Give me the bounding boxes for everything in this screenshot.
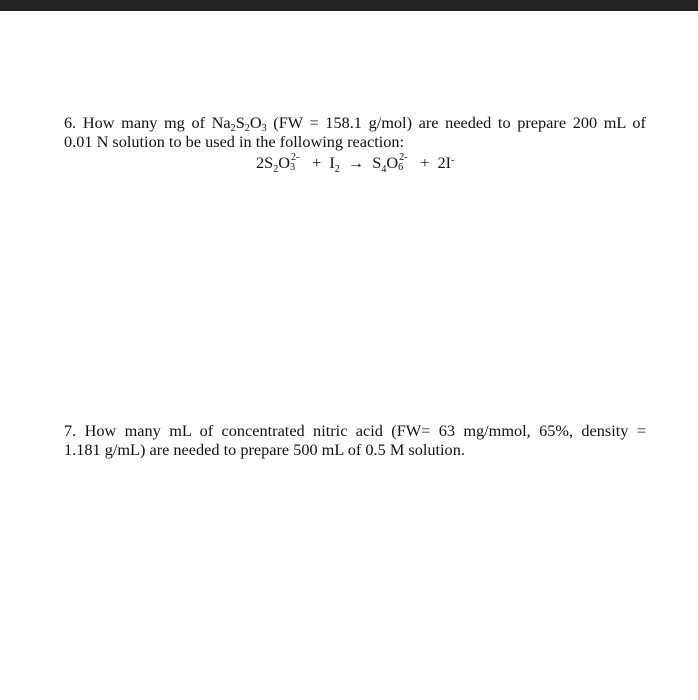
question-6-text-o: O [249, 113, 262, 132]
product-2-charge: - [451, 154, 455, 166]
product-1-charge: 2- [399, 152, 408, 164]
question-6-text-b: (FW = 158.1 g/mol) are needed to prepare 200 mL of [266, 113, 646, 132]
question-6-sub-na: 2 [230, 123, 236, 135]
question-6-line-2: 0.01 N solution to be used in the following reaction: [64, 132, 405, 151]
reactant-1-s: 2S [256, 153, 274, 173]
product-1-o-sub: 6 [398, 161, 404, 173]
question-6-text-a: How many mg of Na [82, 113, 231, 132]
question-6-sub-s: 2 [244, 123, 250, 135]
reactant-2-sub: 2 [334, 163, 340, 175]
reactant-1-s-sub: 2 [273, 163, 279, 175]
reactant-1-o: O [278, 153, 291, 173]
question-6-sub-o: 3 [261, 123, 267, 135]
plus-sign-1: + [312, 153, 322, 173]
reactant-thiosulfate [256, 152, 304, 175]
reaction-arrow: → [347, 153, 365, 173]
reactant-1-o-subsup [290, 152, 304, 173]
question-6 [64, 113, 646, 151]
question-6-line-1 [64, 113, 646, 135]
product-1-o: O [386, 153, 399, 173]
question-7-line-1 [64, 421, 646, 440]
reactant-2-i: I [329, 153, 335, 173]
top-bar [0, 0, 698, 11]
product-1-o-subsup [398, 152, 412, 173]
reactant-1-o-sub: 3 [290, 161, 296, 173]
question-6-text-s: S [235, 113, 245, 132]
product-1-s: S [372, 153, 382, 173]
question-7-text-1: How many mL of concentrated nitric acid (FW= 63 mg/mmol, 65%, density = [84, 421, 647, 440]
reactant-1-charge: 2- [291, 152, 300, 164]
product-tetrathionate [372, 152, 412, 175]
question-6-number: 6. [64, 113, 77, 132]
question-7-line-2: 1.181 g/mL) are needed to prepare 500 mL of 0.5 M solution. [64, 440, 465, 459]
plus-sign-2: + [420, 153, 430, 173]
question-7 [64, 421, 646, 459]
reaction-equation [256, 152, 455, 175]
product-2-i: 2I [437, 153, 452, 173]
product-1-s-sub: 4 [381, 163, 387, 175]
product-iodide [437, 153, 454, 172]
question-7-number: 7. [64, 421, 77, 440]
reactant-iodine [329, 153, 340, 175]
